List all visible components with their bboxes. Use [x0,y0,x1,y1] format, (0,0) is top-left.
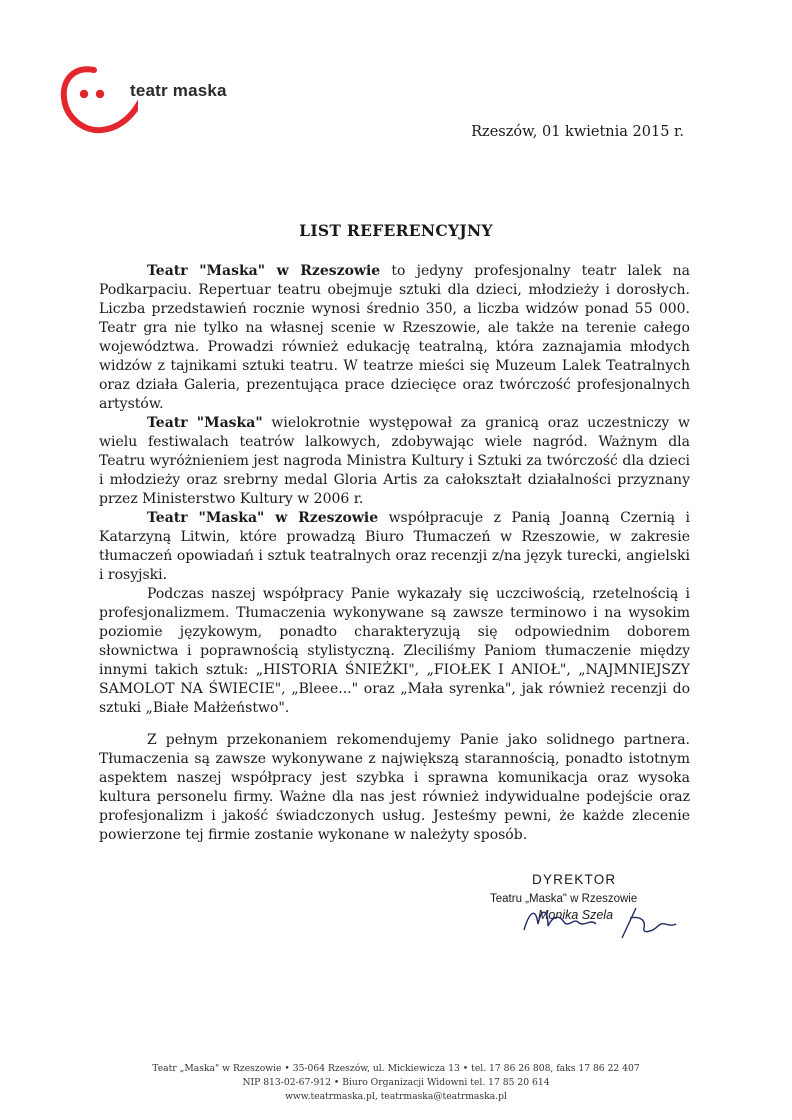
paragraph-5: Z pełnym przekonaniem rekomendujemy Panie jako solidnego partnera. Tłumaczenia są zawsze wykonywane z największą starannością, ponadto istotnym aspektem naszej współpracy jest szybka i sprawna komunikacja oraz wysoka kultura personelu firmy. Ważne dla nas jest również indywidualne podejście oraz profesjonalizm i jakość świadczonych usług. Jesteśmy pewni, że każde zlecenie powierzone tej firmie zostanie wykonane w należyty sposób. [99,732,690,843]
footer-nip: NIP 813-02-67-912 • Biuro Organizacji Widowni tel. 17 85 20 614 [242,1077,550,1088]
signature-stamp [488,868,698,948]
logo-text: teatr maska [130,81,227,100]
logo [58,64,258,144]
paragraph-2 [99,414,690,509]
signature-title: DYREKTOR [532,872,617,887]
letter-date: Rzeszów, 01 kwietnia 2015 r. [471,124,684,140]
paragraph-text: współpracuje z Panią Joanną Czernią i Katarzyną Litwin, które prowadzą Biuro Tłumaczeń w Rzeszowie, w zakresie tłumaczeń opowiadań i sztuk teatralnych oraz recenzji z/na język turecki, angielski i rosyjski. [99,510,690,583]
signature-organization: Teatru „Maska" w Rzeszowie [490,893,638,905]
paragraph-text: to jedyny profesjonalny teatr lalek na Podkarpaciu. Repertuar teatru obejmuje sztuki dla dzieci, młodzieży i dorosłych. Liczba przedstawień rocznie wynosi średnio 350, a liczba widzów ponad 55 000. Teatr gra nie tylko na własnej scenie w Rzeszowie, ale także na terenie całego województwa. Prowadzi również edukację teatralną, która zaznajamia młodych widzów z tajnikami sztuki teatru. W teatrze mieści się Muzeum Lalek Teatralnych oraz działa Galeria, prezentująca prace dziecięce oraz twórczość profesjonalnych artystów. [99,263,690,412]
paragraph-1 [99,262,690,414]
theatre-name-bold: Teatr "Maska" w Rzeszowie [147,263,381,279]
footer-address: Teatr „Maska" w Rzeszowie • 35-064 Rzeszów, ul. Mickiewicza 13 • tel. 17 86 26 808, faks 17 86 22 407 [152,1063,640,1074]
handwritten-signature-icon [518,888,688,948]
theatre-name-bold: Teatr "Maska" [147,415,263,431]
paragraph-text: wielokrotnie występował za granicą oraz uczestniczy w wielu festiwalach teatrów lalkowych, zdobywając wiele nagród. Ważnym dla Teatru wyróżnieniem jest nagroda Ministra Kultury i Sztuki za twórczość dla dzieci i młodzieży oraz srebrny medal Gloria Artis za całokształt działalności przyznany przez Ministerstwo Kultury w 2006 r. [99,415,691,507]
letter-title: LIST REFERENCYJNY [299,221,493,240]
signature-name: Monika Szela [538,908,614,922]
theatre-name-bold: Teatr "Maska" w Rzeszowie [147,510,379,526]
paragraph-4: Podczas naszej współpracy Panie wykazały się uczciwością, rzetelnością i profesjonalizmem. Tłumaczenia wykonywane są zawsze terminowo i na wysokim poziomie językowym, ponadto charakteryzują się odpowiednim doborem słownictwa i poprawnością stylistyczną. Zleciliśmy Paniom tłumaczenie między innymi takich sztuk: „HISTORIA ŚNIEŻKI", „FIOŁEK I ANIOŁ", „NAJMNIEJSZY SAMOLOT NA ŚWIECIE", „Bleee..." oraz „Mała syrenka", jak również recenzji do sztuki „Białe Małżeństwo". [99,586,690,716]
footer-web: www.teatrmaska.pl, teatrmaska@teatrmaska.pl [285,1091,507,1102]
letter-body [99,262,690,845]
theatre-mask-logo-icon [58,64,138,144]
letterhead-footer [0,1062,792,1104]
paragraph-3 [99,509,690,585]
